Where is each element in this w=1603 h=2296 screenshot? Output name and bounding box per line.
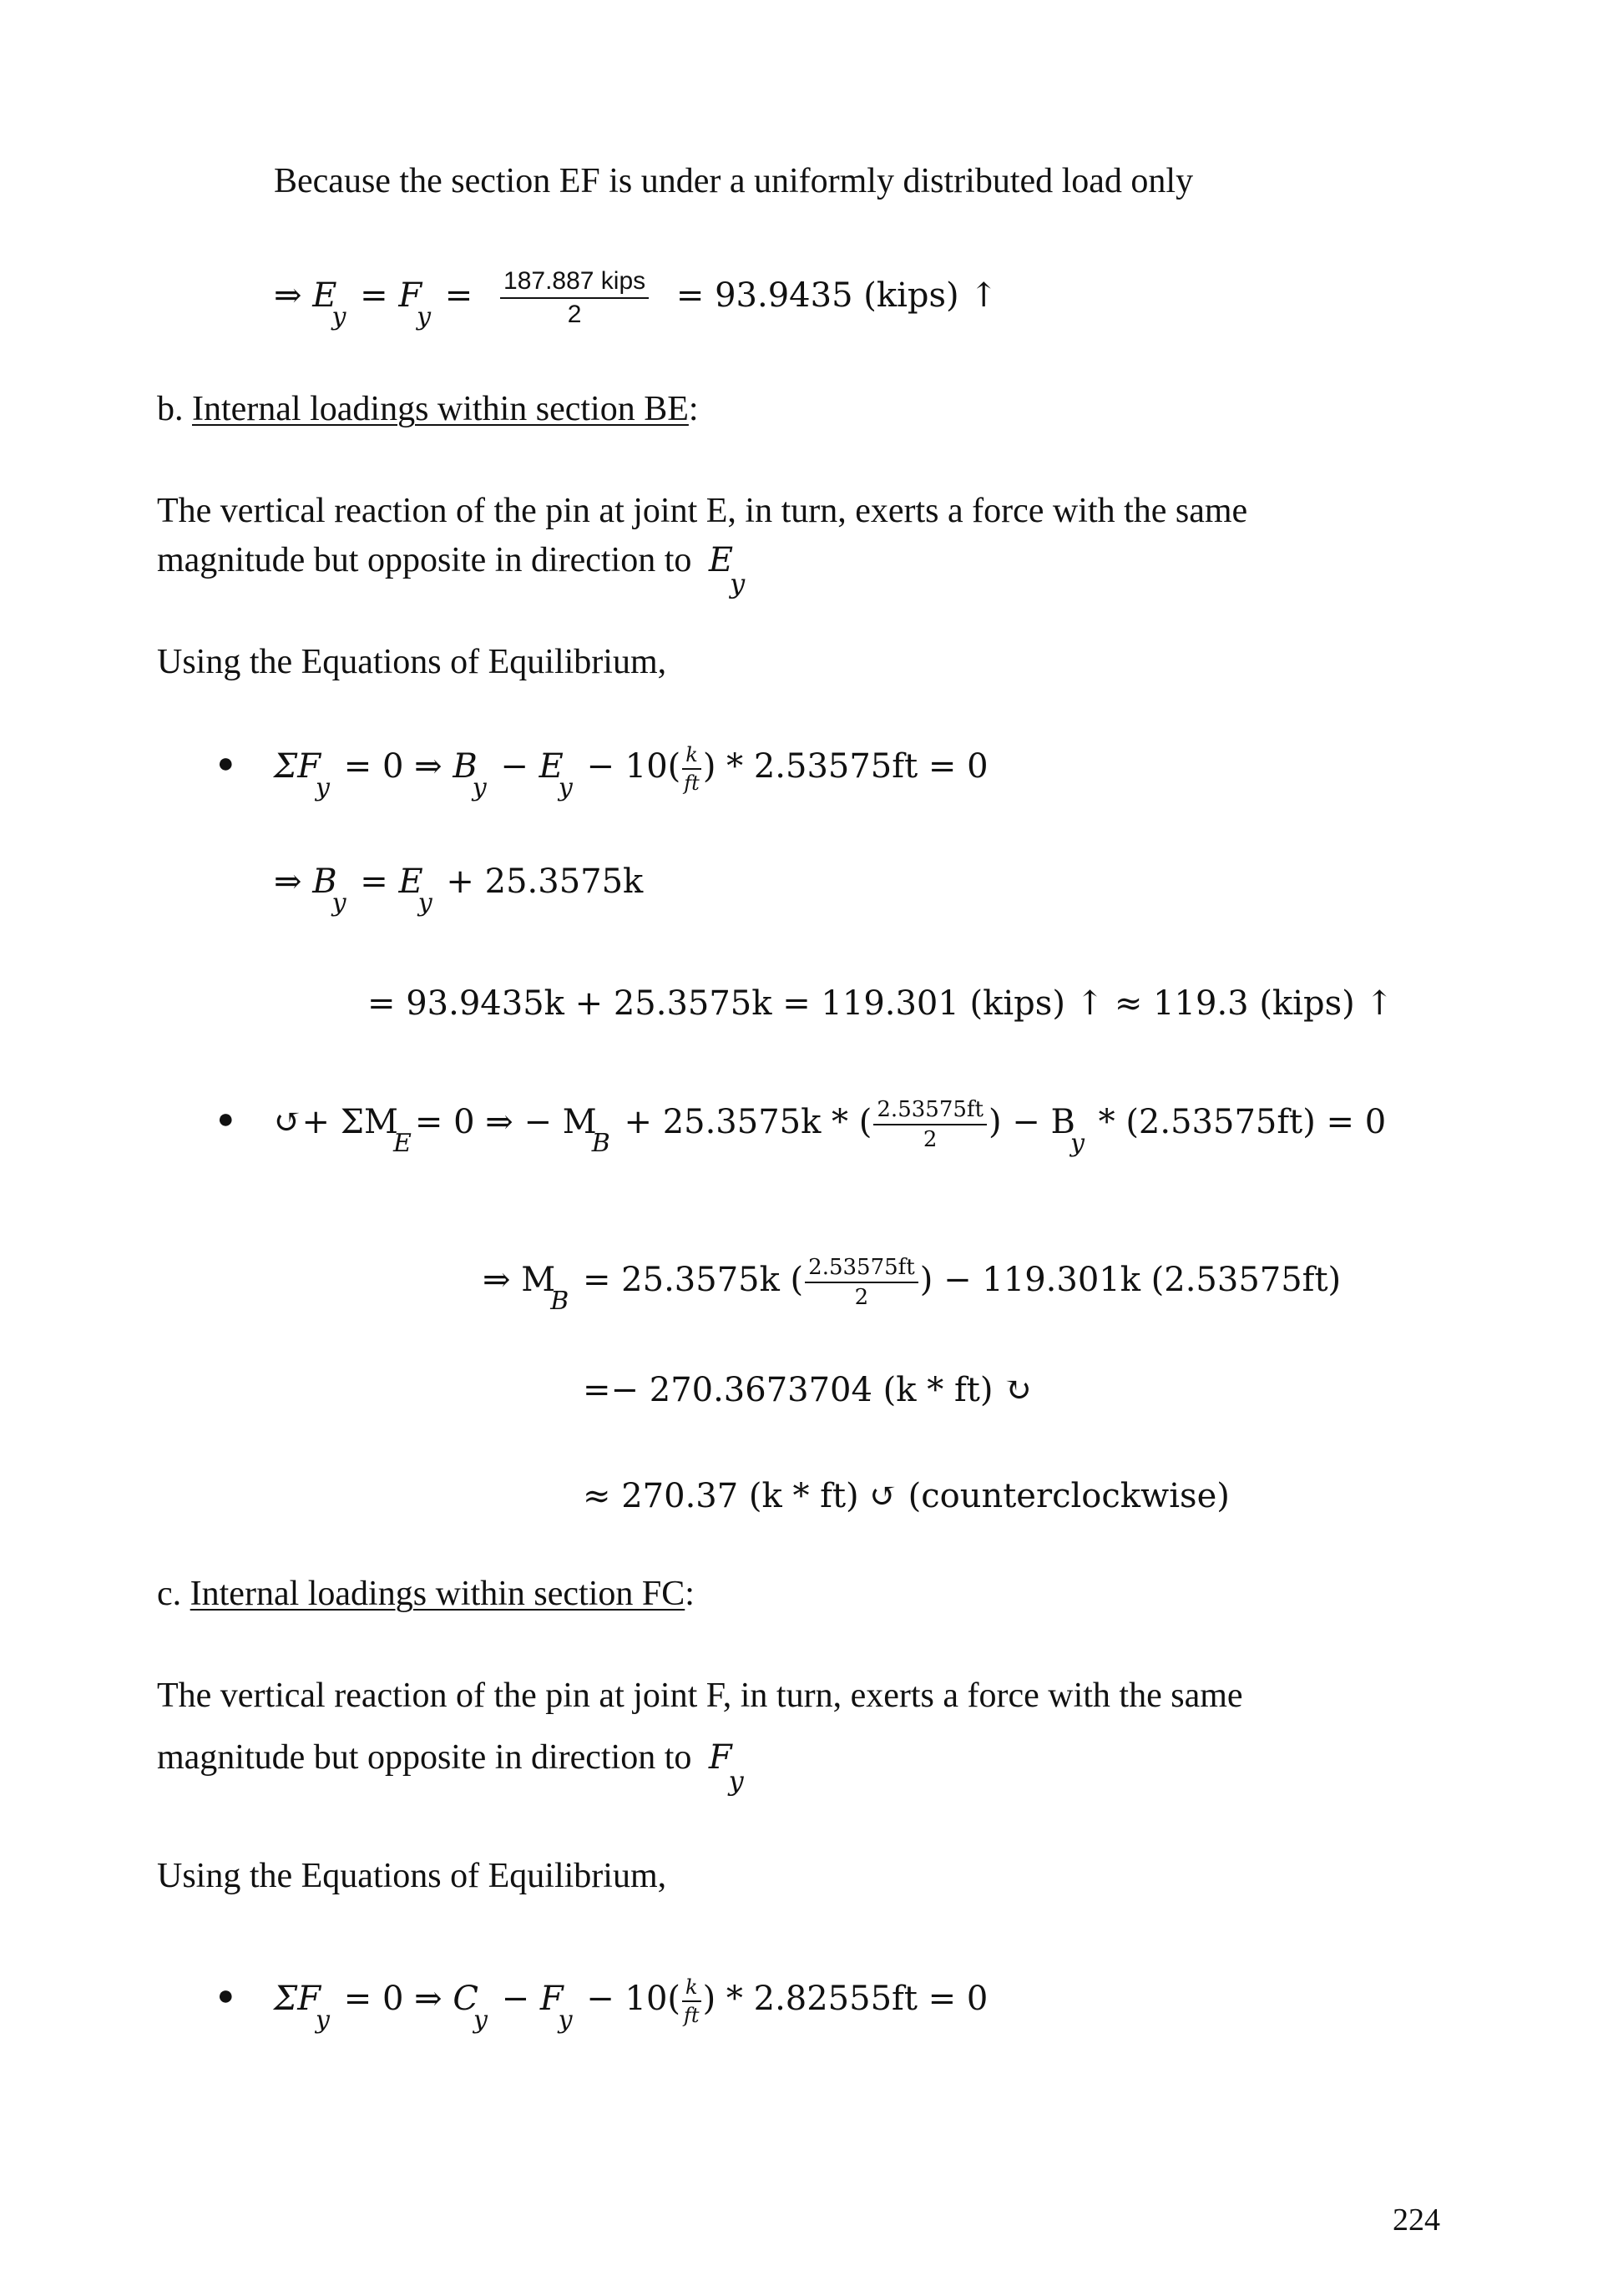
section-c-equilibrium-intro: Using the Equations of Equilibrium, [157, 1857, 667, 1895]
page-number: 224 [1393, 2202, 1440, 2238]
var-F: F [398, 276, 422, 315]
subscript-E: E [392, 1129, 412, 1158]
equation-part: = 0 ⇒ [333, 747, 453, 786]
equation-tail: * (2.53575ft) = 0 [1087, 1103, 1387, 1141]
equation-b-mb [483, 1255, 1342, 1316]
equation-tail: ) − 119.301k (2.53575ft) [919, 1261, 1342, 1299]
fraction-denominator: 2 [923, 1127, 938, 1152]
moment-sum: ↺+ ΣM [274, 1103, 398, 1141]
equals-sign: = [349, 862, 399, 901]
subscript-y: y [417, 888, 432, 918]
equation-part: = 0 ⇒ [333, 1980, 453, 2018]
intro-text: Because the section EF is under a uniformly distributed load only [274, 162, 1194, 200]
bullet-dot: ● [217, 1980, 235, 2011]
subscript-y: y [417, 302, 432, 331]
section-c-heading [157, 1576, 695, 1611]
equation-b-by [274, 862, 644, 918]
sigma-F: ΣF [274, 747, 321, 786]
fraction-numerator: 2.53575ft [805, 1257, 918, 1283]
implies-symbol: ⇒ [274, 276, 302, 315]
equation-tail: ) * 2.82555ft = 0 [702, 1980, 989, 2018]
subscript-y: y [558, 773, 573, 802]
subscript-B: B [550, 1287, 569, 1316]
equation-part: = 0 ⇒ − M [414, 1103, 597, 1141]
equation-b-by-value: = 93.9435k + 25.3575k = 119.301 (kips) ↑ ≈ 119.3 (kips) ↑ [367, 984, 1393, 1023]
equation-tail: ) * 2.53575ft = 0 [702, 747, 989, 786]
subscript-y: y [316, 773, 330, 802]
implies-symbol: ⇒ [274, 862, 302, 901]
fraction-total-load [500, 269, 649, 327]
equation-ef-reactions [274, 267, 998, 331]
section-b-paragraph-line1: The vertical reaction of the pin at joint E, in turn, exerts a force with the same [157, 492, 1248, 530]
subscript-y: y [331, 888, 346, 918]
fraction-numerator: 187.887 kips [500, 269, 649, 299]
equation-b-sum-fy [274, 743, 989, 802]
section-prefix: b. [157, 390, 192, 428]
var-F: F [708, 1738, 732, 1777]
section-b-equilibrium-intro: Using the Equations of Equilibrium, [157, 643, 667, 681]
section-b-heading [157, 392, 699, 427]
section-colon: : [685, 1575, 695, 1613]
paragraph-text: magnitude but opposite in direction to [157, 1738, 692, 1777]
fraction-half-length [873, 1099, 987, 1151]
section-c-paragraph-line2 [157, 1738, 744, 1797]
subscript-y: y [473, 2005, 488, 2035]
paragraph-text: magnitude but opposite in direction to [157, 541, 692, 579]
section-prefix: c. [157, 1575, 190, 1613]
fraction-numerator: k [682, 1977, 701, 2002]
fraction-numerator: 2.53575ft [873, 1099, 987, 1125]
load-term: − 10( [575, 747, 681, 786]
load-term: − 10( [575, 1980, 681, 2018]
subscript-y: y [730, 568, 746, 599]
var-F: F [539, 1980, 564, 2018]
unit-fraction [682, 1977, 701, 2025]
var-C: C [453, 1980, 478, 2018]
section-title: Internal loadings within section FC [190, 1575, 685, 1613]
equals-sign: = [360, 276, 388, 315]
var-E: E [539, 747, 564, 786]
var-B: B [312, 862, 337, 901]
subscript-y: y [472, 773, 487, 802]
fraction-denominator: ft [684, 2004, 700, 2027]
unit-fraction [682, 745, 701, 793]
fraction-numerator: k [682, 745, 701, 770]
equation-c-sum-fy [274, 1975, 989, 2035]
bullet-dot: ● [217, 748, 235, 779]
equation-part: = 25.3575k ( [572, 1261, 804, 1299]
fraction-half-length [805, 1257, 918, 1308]
minus-sign: − [490, 1980, 540, 2018]
section-colon: : [688, 390, 699, 428]
bullet-dot: ● [217, 1104, 235, 1135]
fraction-denominator: ft [684, 771, 700, 795]
subscript-y: y [558, 2005, 573, 2035]
equation-tail: + 25.3575k [435, 862, 644, 901]
var-E: E [398, 862, 423, 901]
equation-b-mb-value: =− 270.3673704 (k * ft) ↻ [583, 1371, 1032, 1409]
subscript-y: y [331, 302, 346, 331]
implies-symbol: ⇒ M [483, 1261, 556, 1299]
var-E: E [708, 541, 734, 579]
var-E: E [312, 276, 337, 315]
equation-part: + 25.3575k * ( [613, 1103, 872, 1141]
equation-part: ) − B [988, 1103, 1075, 1141]
var-B: B [453, 747, 478, 786]
equation-b-mb-approx: ≈ 270.37 (k * ft) ↺ (counterclockwise) [583, 1477, 1230, 1515]
section-c-paragraph-line1: The vertical reaction of the pin at joint F, in turn, exerts a force with the same [157, 1676, 1243, 1715]
fraction-denominator: 2 [854, 1285, 869, 1310]
subscript-y: y [1070, 1129, 1085, 1158]
reaction-value: = 93.9435 (kips) ↑ [675, 276, 998, 315]
equals-sign: = [444, 276, 473, 315]
fraction-denominator: 2 [567, 301, 582, 328]
subscript-y: y [316, 2005, 330, 2035]
minus-sign: − [489, 747, 539, 786]
section-b-paragraph-line2 [157, 541, 746, 599]
sigma-F: ΣF [274, 1980, 321, 2018]
equation-b-sum-me [274, 1097, 1387, 1158]
subscript-B: B [591, 1129, 610, 1158]
subscript-y: y [728, 1765, 744, 1797]
section-title: Internal loadings within section BE [192, 390, 689, 428]
